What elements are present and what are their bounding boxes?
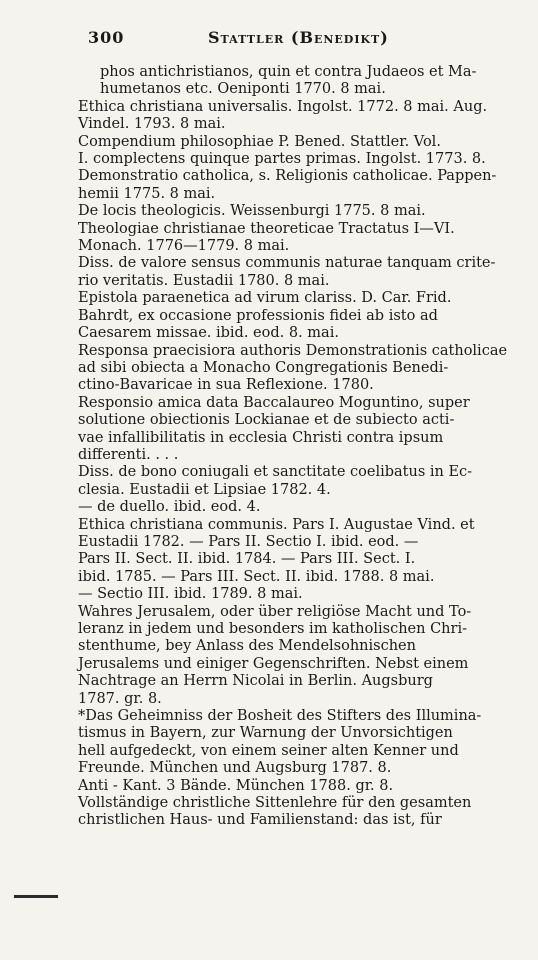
bibliography-entry — [78, 395, 518, 465]
entry-line: Diss. de valore sensus communis naturae tanquam crite- — [78, 255, 496, 272]
entry-line: Responsio amica data Baccalaureo Moguntino, super — [78, 394, 470, 411]
entry-line: phos antichristianos, quin et contra Judaeos et Ma- — [100, 64, 477, 80]
entry-line: Pars II. Sect. II. ibid. 1784. — Pars III. Sect. I. — [78, 551, 416, 568]
entry-line: vae infallibilitatis in ecclesia Christi contra ipsum — [78, 429, 444, 446]
entry-line: clesia. Eustadii et Lipsiae 1782. 4. — [78, 481, 331, 498]
running-head: Stattler (Benedikt) — [208, 28, 389, 47]
entry-line: De locis theologicis. Weissenburgi 1775. 8 mai. — [78, 203, 426, 220]
bibliography-entry — [78, 778, 518, 795]
entry-line: — de duello. ibid. eod. 4. — [78, 499, 261, 516]
bibliography-entry — [78, 134, 518, 169]
entry-line: leranz in jedem und besonders im katholischen Chri- — [78, 621, 467, 637]
entry-line: Epistola paraenetica ad virum clariss. D. Car. Frid. — [78, 290, 452, 307]
entry-line: tismus in Bayern, zur Warnung der Unvorsichtigen — [78, 725, 453, 742]
bibliography-entry — [78, 290, 518, 342]
entry-line: I. complectens quinque partes primas. Ingolst. 1773. 8. — [78, 151, 486, 168]
entry-line: Theologiae christianae theoreticae Tractatus I—VI. — [78, 220, 455, 237]
entry-line: — Sectio III. ibid. 1789. 8 mai. — [78, 586, 303, 603]
bibliography-entry — [78, 604, 518, 708]
page-header — [88, 28, 508, 52]
entry-line: Wahres Jerusalem, oder über religiöse Macht und To- — [78, 603, 472, 620]
bibliography-entry — [78, 499, 518, 516]
entry-line: solutione obiectionis Lockianae et de subiecto acti- — [78, 412, 455, 429]
entry-line: Vollständige christliche Sittenlehre für den gesamten — [78, 795, 472, 812]
bibliography-entry — [78, 203, 518, 220]
bibliography-entry — [78, 255, 518, 290]
entry-line: Freunde. München und Augsburg 1787. 8. — [78, 760, 392, 777]
entry-line: Nachtrage an Herrn Nicolai in Berlin. Augsburg — [78, 673, 433, 690]
entry-line: hell aufgedeckt, von einem seiner alten Kenner und — [78, 742, 459, 759]
entry-line: stenthume, bey Anlass des Mendelsohnischen — [78, 638, 416, 655]
entry-line: ad sibi obiecta a Monacho Congregationis Benedi- — [78, 359, 449, 376]
bibliography-entry — [78, 168, 518, 203]
entry-line: Diss. de bono coniugali et sanctitate coelibatus in Ec- — [78, 464, 473, 481]
entry-line: Ethica christiana communis. Pars I. Augustae Vind. et — [78, 516, 475, 533]
entry-line: christlichen Haus- und Familienstand: das ist, für — [78, 812, 442, 829]
bibliography-entry — [78, 99, 518, 134]
entry-line: Responsa praecisiora authoris Demonstrationis catholicae — [78, 342, 508, 359]
entry-line: 1787. gr. 8. — [78, 690, 162, 707]
entry-line: Vindel. 1793. 8 mai. — [78, 116, 226, 133]
entry-line: Compendium philosophiae P. Bened. Stattler. Vol. — [78, 133, 441, 150]
entry-line: ctino-Bavaricae in sua Reflexione. 1780. — [78, 377, 374, 394]
bibliography-entry — [78, 795, 518, 830]
entry-line: Jerusalems und einiger Gegenschriften. Nebst einem — [78, 655, 469, 672]
entry-line: Anti - Kant. 3 Bände. München 1788. gr. 8. — [78, 777, 394, 794]
bibliography-entry — [78, 64, 518, 99]
entry-line: humetanos etc. Oeniponti 1770. 8 mai. — [100, 81, 386, 98]
entry-line: Ethica christiana universalis. Ingolst. 1772. 8 mai. Aug. — [78, 98, 488, 115]
bibliography-entry — [78, 464, 518, 499]
bibliography-entry — [78, 343, 518, 395]
bottom-rule — [14, 895, 58, 898]
bibliography-list — [78, 64, 518, 830]
entry-line: Bahrdt, ex occasione professionis fidei ab isto ad — [78, 307, 438, 324]
entry-line: Monach. 1776—1779. 8 mai. — [78, 238, 290, 255]
bibliography-entry — [78, 517, 518, 604]
entry-line: *Das Geheimniss der Bosheit des Stifters des Illumina- — [78, 708, 482, 725]
entry-line: rio veritatis. Eustadii 1780. 8 mai. — [78, 272, 330, 289]
entry-line: ibid. 1785. — Pars III. Sect. II. ibid. 1788. 8 mai. — [78, 568, 435, 585]
entry-line: differenti. . . . — [78, 446, 179, 463]
bibliography-entry — [78, 221, 518, 256]
page-number: 300 — [88, 28, 125, 47]
entry-line: Eustadii 1782. — Pars II. Sectio I. ibid. eod. — — [78, 533, 419, 550]
bibliography-entry — [78, 708, 518, 778]
entry-line: Demonstratio catholica, s. Religionis catholicae. Pappen- — [78, 168, 497, 185]
entry-line: hemii 1775. 8 mai. — [78, 185, 216, 202]
entry-line: Caesarem missae. ibid. eod. 8. mai. — [78, 325, 339, 342]
